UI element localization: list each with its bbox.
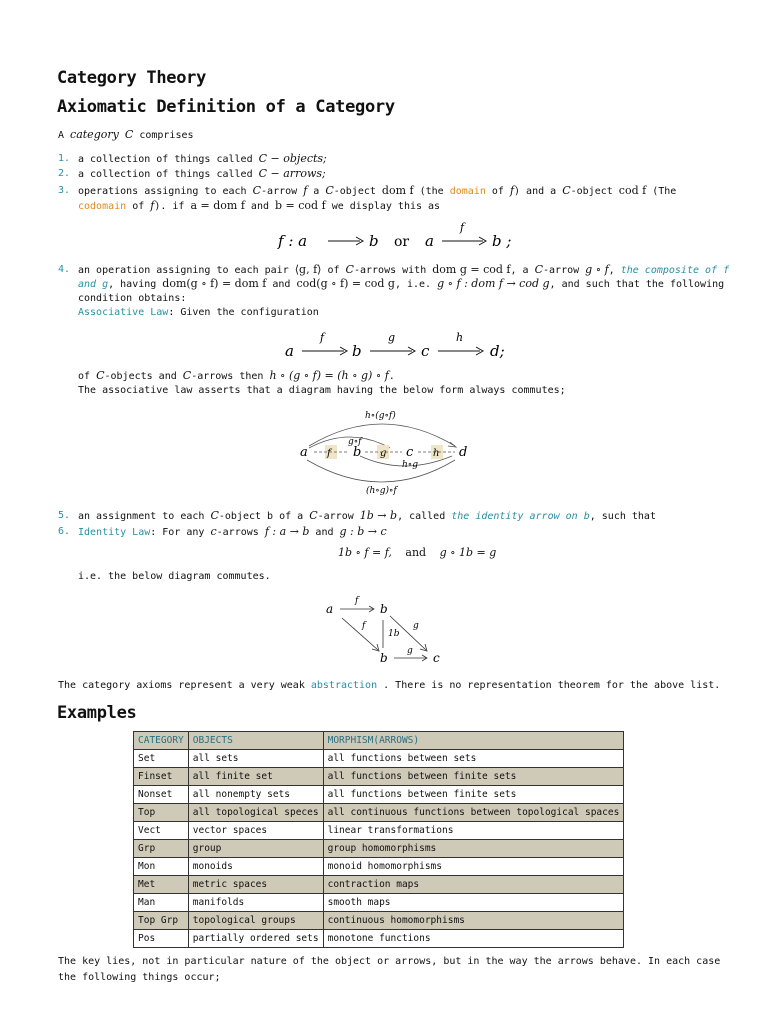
cfg-g: g <box>388 331 396 344</box>
item-number: 2. <box>58 168 71 179</box>
list-item <box>78 184 676 199</box>
m: C <box>252 184 262 197</box>
t: (the <box>413 186 450 197</box>
node-c: c <box>433 651 440 665</box>
list-item <box>78 167 326 182</box>
t: . <box>388 371 395 382</box>
label-f-top: f <box>355 596 359 606</box>
item-number: 6. <box>58 526 71 537</box>
node-a: a <box>326 602 334 616</box>
m: C <box>309 509 318 522</box>
list-item <box>78 509 656 524</box>
m: C <box>325 184 334 197</box>
table-row <box>134 912 624 930</box>
cfg-b: b <box>352 342 362 360</box>
eq-f-label: f <box>460 221 465 234</box>
table-row <box>134 786 624 804</box>
t: and <box>309 527 340 538</box>
table-cell: linear transformations <box>323 822 624 840</box>
abstraction-line <box>58 679 720 693</box>
closing-line-2: the following things occur; <box>58 972 221 983</box>
identity-arrow-link[interactable]: the identity arrow on b <box>451 511 590 522</box>
m: g : b → c <box>339 525 387 538</box>
t: and <box>244 201 276 212</box>
list-item <box>78 263 729 278</box>
table-row <box>134 894 624 912</box>
m: dom f <box>381 184 414 197</box>
composite-link[interactable]: the composite of f <box>620 265 730 276</box>
table-cell: Finset <box>134 768 189 786</box>
table-cell: monotone functions <box>323 930 624 948</box>
item-text: a collection of things called <box>78 154 259 165</box>
identity-equation <box>338 546 496 559</box>
table-row <box>134 858 624 876</box>
t: -object b of a <box>218 511 310 522</box>
table-cell: Pos <box>134 930 189 948</box>
table-cell: partially ordered sets <box>188 930 323 948</box>
t: -arrow <box>261 186 304 197</box>
t: and <box>266 279 297 290</box>
m: f : a → b <box>264 525 310 538</box>
intro-pre: A <box>58 130 71 141</box>
m: ⟨g, f⟩ <box>294 263 322 276</box>
item-number: 1. <box>58 153 71 164</box>
table-cell: monoid homomorphisms <box>323 858 624 876</box>
node-a: a <box>300 445 308 460</box>
page-title: Category Theory <box>57 68 207 88</box>
t: of <box>126 201 151 212</box>
t: ) and a <box>514 186 563 197</box>
m: 1b → b <box>359 509 398 522</box>
table-cell: smooth maps <box>323 894 624 912</box>
m: cod f <box>618 184 647 197</box>
eq-b2: b ; <box>492 232 512 250</box>
node-c: c <box>406 445 414 460</box>
table-cell: Nonset <box>134 786 189 804</box>
eq-rhs: g ∘ 1b = g <box>439 546 497 559</box>
associative-law-line <box>78 306 319 320</box>
list-item-cont: condition obtains: <box>78 293 187 304</box>
table-cell: all functions between finite sets <box>323 786 624 804</box>
m: b = cod f <box>275 199 326 212</box>
intro-post: comprises <box>133 130 194 141</box>
table-cell: continuous homomorphisms <box>323 912 624 930</box>
table-cell: group <box>188 840 323 858</box>
after-config-line <box>78 369 395 384</box>
t: of <box>485 186 510 197</box>
t: , <box>608 265 621 276</box>
intro-term: category <box>70 128 119 141</box>
table-cell: Mon <box>134 858 189 876</box>
list-item <box>78 525 387 540</box>
associative-law-link[interactable]: Associative Law <box>78 307 169 318</box>
item-text: a collection of things called <box>78 169 259 180</box>
table-cell: Grp <box>134 840 189 858</box>
table-cell: all sets <box>188 750 323 768</box>
table-row <box>134 840 624 858</box>
m: dom(g ∘ f) = dom f <box>162 277 267 290</box>
table-row <box>134 930 624 948</box>
arrow-f: f <box>327 448 331 459</box>
table-cell: all functions between sets <box>323 750 624 768</box>
t: The category axioms represent a very weak <box>58 680 311 691</box>
table-cell: Top <box>134 804 189 822</box>
t: -object <box>333 186 382 197</box>
m: C <box>562 184 571 197</box>
item-number: 3. <box>58 185 71 196</box>
closing-line-1: The key lies, not in particular nature of the object or arrows, but in the way the arrows behave. In each case <box>58 956 721 967</box>
t: (The <box>646 186 677 197</box>
node-b-top: b <box>380 602 388 616</box>
cfg-f: f <box>320 331 325 344</box>
t: : Given the configuration <box>168 307 319 318</box>
table-cell: group homomorphisms <box>323 840 624 858</box>
m: C <box>210 509 219 522</box>
label-identity: 1b <box>388 629 400 639</box>
table-cell: Set <box>134 750 189 768</box>
t: : For any <box>150 527 211 538</box>
table-cell: topological groups <box>188 912 323 930</box>
m: C <box>345 263 354 276</box>
cfg-d: d; <box>490 342 505 360</box>
eq-lhs: 1b ∘ f = f, <box>338 546 392 559</box>
t: operations assigning to each <box>78 186 253 197</box>
abstraction-link[interactable]: abstraction <box>310 680 378 691</box>
label-hog-f: (h∘g)∘f <box>366 486 397 496</box>
t: -object <box>570 186 619 197</box>
t: , and such that the following <box>549 279 725 290</box>
label-hog: h∘g <box>402 460 418 470</box>
t: -objects and <box>104 371 183 382</box>
m: f <box>150 199 155 212</box>
m: h ∘ (g ∘ f) = (h ∘ g) ∘ f <box>269 369 389 382</box>
label-h-gof: h∘(g∘f) <box>365 411 396 421</box>
cfg-h: h <box>456 331 464 344</box>
table-header-row <box>134 732 624 750</box>
t: of <box>78 371 97 382</box>
identity-diagram <box>318 592 458 672</box>
arrow-g: g <box>380 448 387 459</box>
t: we display this as <box>325 201 441 212</box>
item-number: 4. <box>58 264 71 275</box>
t: , such that <box>589 511 656 522</box>
table-cell: metric spaces <box>188 876 323 894</box>
arrow-h: h <box>433 448 440 459</box>
t: -arrow <box>543 265 586 276</box>
table-row <box>134 804 624 822</box>
list-item-cont <box>78 277 724 292</box>
domain-link[interactable]: domain <box>449 186 486 197</box>
t: an operation assigning to each pair <box>78 265 295 276</box>
t: an assignment to each <box>78 511 211 522</box>
eq-f-a: f : a <box>278 232 308 250</box>
table-cell: contraction maps <box>323 876 624 894</box>
t: of <box>321 265 346 276</box>
table-cell: all continuous functions between topological spaces <box>323 804 624 822</box>
intro-var: C <box>124 128 134 141</box>
m: f <box>303 184 308 197</box>
m: f <box>509 184 515 197</box>
t: . There is no representation theorem for the above list. <box>377 680 721 691</box>
cfg-c: c <box>421 342 430 360</box>
t: -arrows <box>216 527 265 538</box>
codomain-link[interactable]: codomain <box>78 201 127 212</box>
table-cell: Top Grp <box>134 912 189 930</box>
node-d: d <box>459 445 468 460</box>
table-cell: manifolds <box>188 894 323 912</box>
list-item-cont <box>78 199 440 214</box>
table-row <box>134 750 624 768</box>
table-row <box>134 768 624 786</box>
m: C <box>96 369 105 382</box>
eq-and: and <box>405 546 427 559</box>
label-g-bottom: g <box>407 646 413 656</box>
t: -arrow <box>317 511 360 522</box>
m: a = dom f <box>190 199 245 212</box>
configuration-diagram <box>280 326 520 362</box>
table-cell: monoids <box>188 858 323 876</box>
assoc-sentence: The associative law asserts that a diagram having the below form always commutes; <box>78 385 566 396</box>
m: C <box>534 263 544 276</box>
associativity-diagram <box>292 404 482 498</box>
examples-heading: Examples <box>57 703 137 723</box>
item-math: C − arrows; <box>258 167 326 180</box>
table-cell: Vect <box>134 822 189 840</box>
m: dom g = cod f <box>432 263 511 276</box>
table-cell: Man <box>134 894 189 912</box>
table-cell: all functions between finite sets <box>323 768 624 786</box>
item-math: C − objects; <box>258 152 327 165</box>
intro-line <box>58 128 194 143</box>
table-cell: vector spaces <box>188 822 323 840</box>
m: cod(g ∘ f) = cod g <box>296 277 395 290</box>
item-number: 5. <box>58 510 71 521</box>
table-header-cell: CATEGORY <box>134 732 189 750</box>
table-row <box>134 822 624 840</box>
m: C <box>182 369 192 382</box>
t: , i.e. <box>394 279 438 290</box>
table-header-cell: MORPHISM(ARROWS) <box>323 732 624 750</box>
eq-a: a <box>425 232 434 250</box>
t: a <box>307 186 326 197</box>
node-b: b <box>353 445 362 460</box>
display-arrow-equation <box>270 218 520 254</box>
table-row <box>134 876 624 894</box>
examples-table <box>133 731 624 948</box>
table-header-cell: OBJECTS <box>188 732 323 750</box>
m: g ∘ f : dom f → cod g <box>437 277 550 290</box>
m: c <box>210 525 217 538</box>
eq-b: b <box>369 232 379 250</box>
identity-law-link[interactable]: Identity Law <box>78 527 151 538</box>
table-cell: Met <box>134 876 189 894</box>
t: ). if <box>154 201 191 212</box>
label-gof: g∘f <box>348 437 362 447</box>
m: g ∘ f <box>585 263 609 276</box>
t: , a <box>510 265 535 276</box>
cfg-a: a <box>285 342 294 360</box>
eq-or: or <box>394 234 410 250</box>
t: -arrows then <box>191 371 270 382</box>
identity-sentence: i.e. the below diagram commutes. <box>78 571 271 582</box>
composite-link[interactable]: and g <box>78 279 109 290</box>
section-title: Axiomatic Definition of a Category <box>57 97 395 117</box>
t: , having <box>108 279 163 290</box>
t: , called <box>397 511 452 522</box>
table-cell: all finite set <box>188 768 323 786</box>
node-b-bottom: b <box>380 651 388 665</box>
label-f-diag: f <box>362 621 366 631</box>
list-item <box>78 152 327 167</box>
label-g-diag: g <box>413 621 419 631</box>
table-cell: all topological speces <box>188 804 323 822</box>
t: -arrows with <box>353 265 433 276</box>
table-cell: all nonempty sets <box>188 786 323 804</box>
